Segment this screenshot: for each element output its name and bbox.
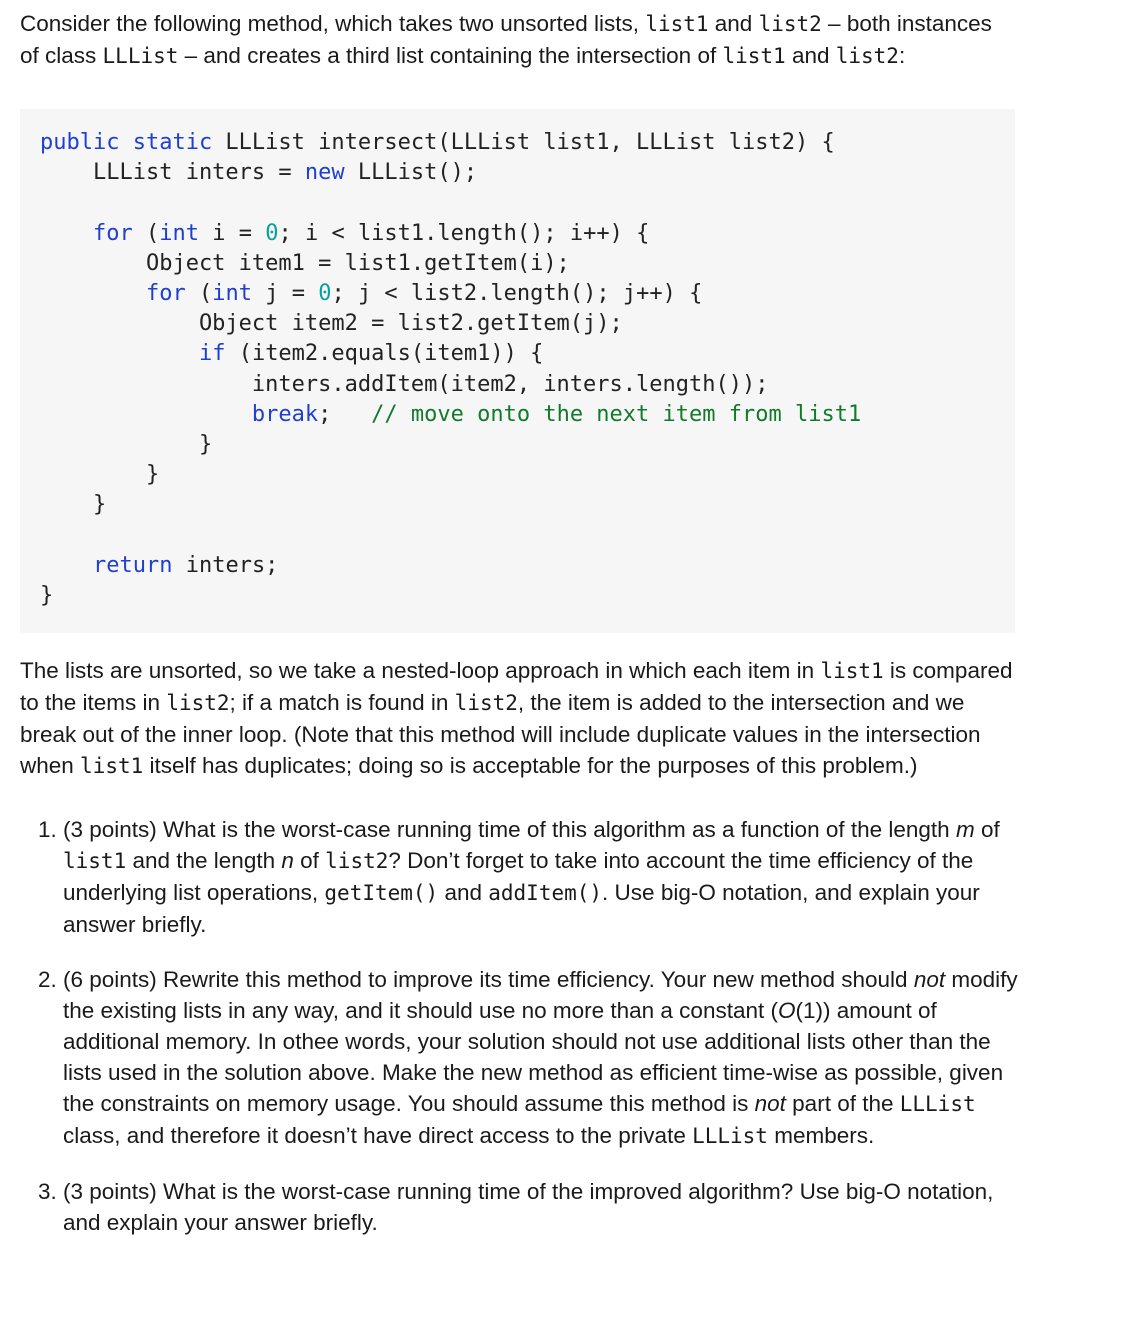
inline-code: addItem()	[488, 881, 603, 905]
code-line: for (int j = 0; j < list2.length(); j++) {	[145, 280, 703, 306]
code-line: for (int i = 0; i < list1.length(); i++) {	[92, 220, 650, 246]
inline-code: list2	[835, 44, 899, 68]
inline-code: list1	[63, 849, 127, 873]
intro-text: – and creates a third list containing the intersection of	[178, 43, 723, 68]
code-line: break; // move onto the next item from list1	[251, 401, 862, 427]
inline-code: getItem()	[324, 881, 439, 905]
code-line: }	[40, 492, 107, 518]
code-line: Object item1 = list1.getItem(i);	[40, 250, 570, 276]
inline-code: LLList	[899, 1092, 976, 1116]
question-item-2: 2. (6 points) Rewrite this method to improve its time efficiency. Your new method should not modify the existing lists in any way, and it should use no more than a constant (O(1)) amount of additional memory. In othee words, your solution should not use additional lists other than the lists used in the solution above. Make the new method as efficient time-wise as possible, given the constraints on memory usage. You should assume this method is not part of the LLList class, and therefore it doesn’t have direct access to the private LLList members.	[63, 964, 1018, 1152]
inline-code: LLList	[692, 1124, 768, 1148]
inline-code: list2	[166, 691, 230, 715]
intro-text: – both instances of class	[20, 11, 992, 68]
code-line: Object item2 = list2.getItem(j);	[40, 311, 623, 337]
intro-text: and	[785, 43, 836, 68]
code-line: }	[40, 582, 54, 608]
inline-code: list2	[325, 849, 389, 873]
inline-code: list2	[758, 12, 822, 36]
code-line: return inters;	[92, 552, 279, 578]
code-comment: // move onto the next item from list1	[371, 401, 862, 427]
code-block	[20, 109, 1015, 633]
intro-text: Consider the following method, which takes two unsorted lists,	[20, 11, 646, 36]
question-list	[20, 814, 1018, 1238]
inline-code: LLList	[102, 44, 179, 68]
code-line-blank	[40, 520, 1015, 550]
intro-paragraph	[20, 8, 1010, 72]
inline-code: list2	[454, 691, 518, 715]
inline-code: list1	[80, 754, 144, 778]
code-line-blank	[40, 188, 1015, 218]
inline-code: list1	[645, 12, 709, 36]
code-line: if (item2.equals(item1)) {	[198, 341, 544, 367]
explanation-paragraph: The lists are unsorted, so we take a nested-loop approach in which each item in list1 is compared to the items in list2; if a match is found in list2, the item is added to the intersection and we break out of the inner loop. (Note that this method will include duplicate values in the intersection when list1 itself has duplicates; doing so is acceptable for the purposes of this problem.)	[20, 658, 1013, 778]
code-line: LLList inters = new LLList();	[40, 160, 478, 186]
inline-code: list1	[820, 659, 884, 683]
inline-code: list1	[722, 44, 786, 68]
code-line: public static LLList intersect(LLList list1, LLList list2) {	[40, 130, 835, 155]
question-item-1: 1. (3 points) What is the worst-case running time of this algorithm as a function of the length m of list1 and the length n of list2? Don’t forget to take into account the time efficiency of the underlying list operations, getItem() and addItem(). Use big-O notation, and explain your answer briefly.	[63, 814, 1018, 940]
intro-text: and	[708, 11, 759, 36]
question-item-3: 3. (3 points) What is the worst-case running time of the improved algorithm? Use big-O notation, and explain your answer briefly.	[63, 1176, 1018, 1238]
code-line: }	[40, 462, 160, 488]
intro-text: :	[898, 43, 906, 68]
code-line: }	[40, 431, 213, 457]
code-line: inters.addItem(item2, inters.length());	[40, 371, 769, 397]
